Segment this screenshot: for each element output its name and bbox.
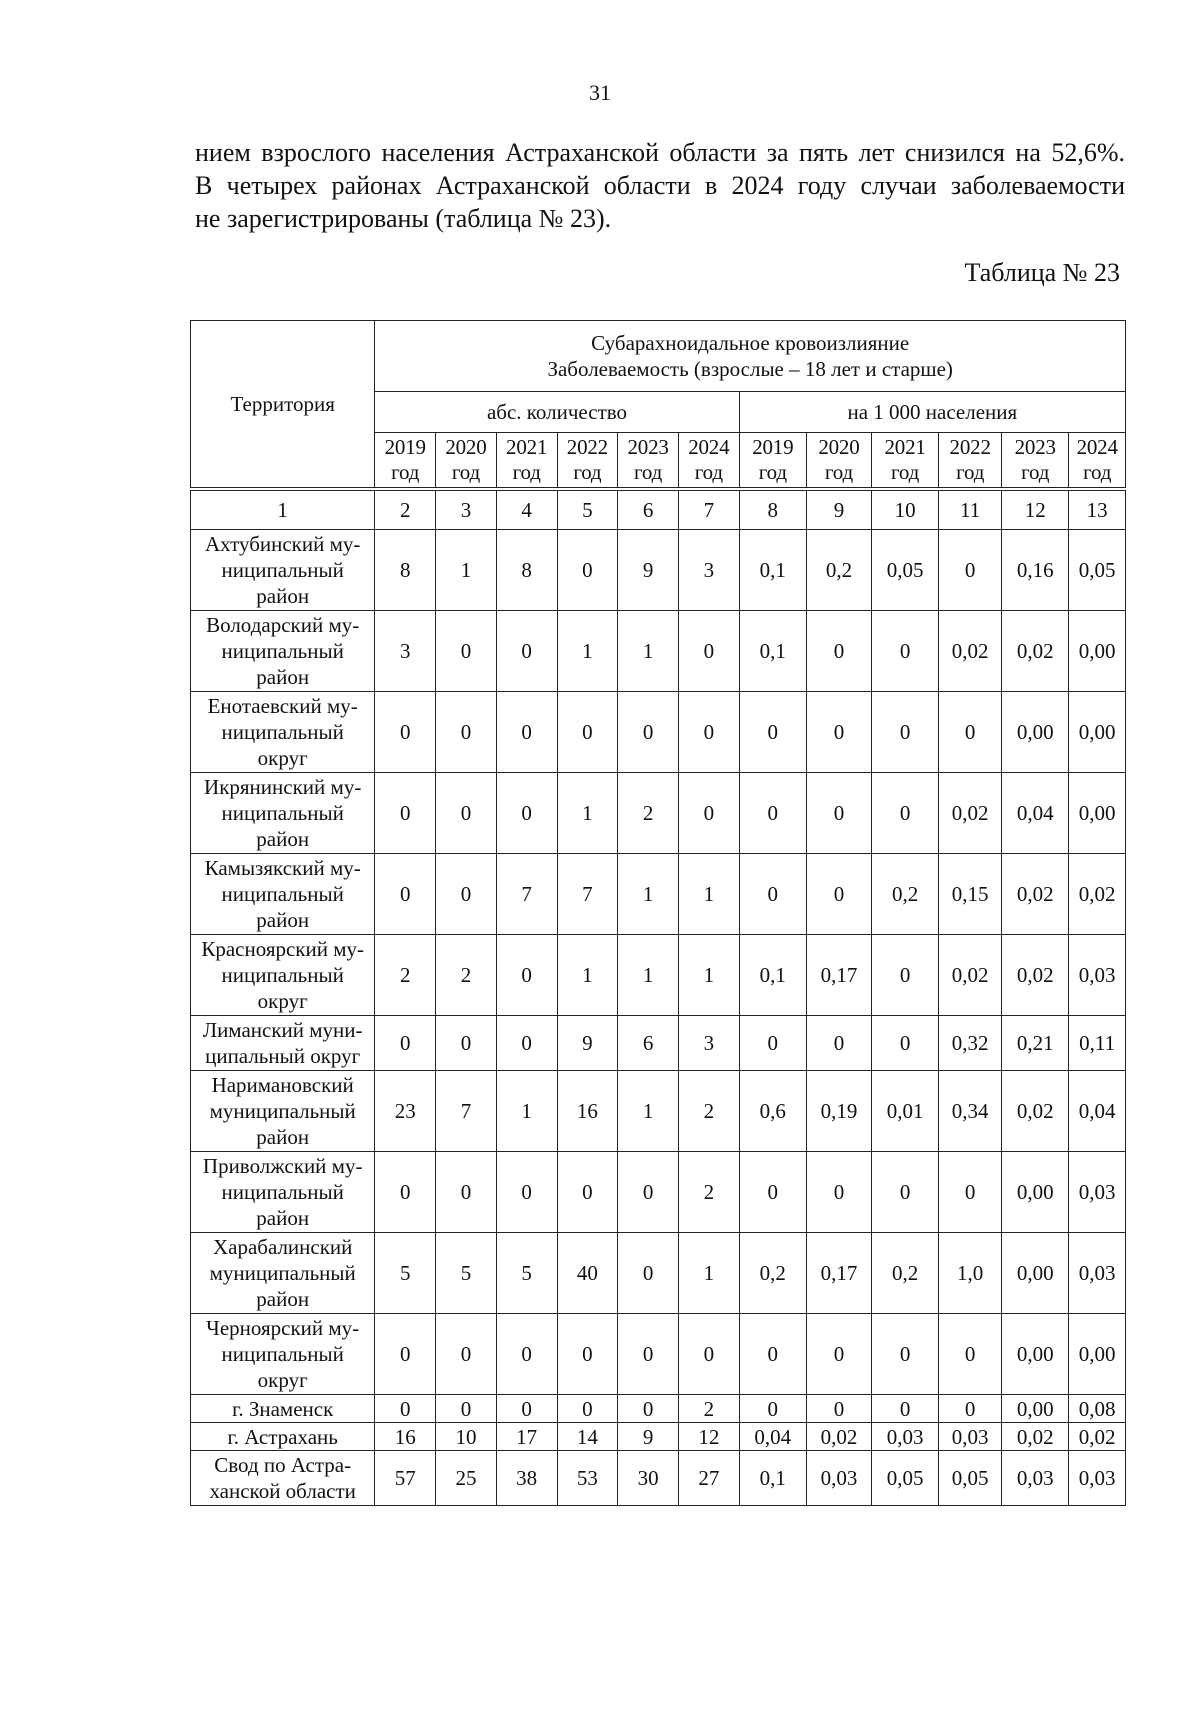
table-row bbox=[191, 773, 1126, 854]
year-label: 2021 bbox=[884, 435, 926, 459]
rate-header: на 1 000 населения bbox=[739, 392, 1125, 433]
year-header-cell bbox=[739, 433, 806, 490]
rate-cell: 0,1 bbox=[739, 611, 806, 692]
rate-cell: 0,03 bbox=[1069, 1152, 1126, 1233]
abs-count-cell: 2 bbox=[618, 773, 679, 854]
abs-count-cell: 0 bbox=[375, 692, 436, 773]
year-header-cell bbox=[436, 433, 497, 490]
year-suffix: год bbox=[1021, 460, 1050, 484]
year-suffix: год bbox=[956, 460, 985, 484]
abs-count-cell: 1 bbox=[436, 530, 497, 611]
abs-count-cell: 5 bbox=[436, 1233, 497, 1314]
rate-cell: 0,2 bbox=[871, 854, 938, 935]
column-number-cell: 9 bbox=[806, 489, 871, 530]
territory-name-line: район bbox=[256, 827, 310, 851]
abs-count-cell: 9 bbox=[557, 1016, 618, 1071]
rate-cell: 0,03 bbox=[871, 1423, 938, 1451]
table-row bbox=[191, 935, 1126, 1016]
table-row bbox=[191, 530, 1126, 611]
year-header-cell bbox=[557, 433, 618, 490]
territory-name-line: Володарский му- bbox=[206, 613, 360, 637]
year-label: 2023 bbox=[627, 435, 669, 459]
territory-name-line: ниципальный bbox=[221, 558, 344, 582]
abs-count-cell: 27 bbox=[678, 1451, 739, 1506]
abs-count-header: абс. количество bbox=[375, 392, 739, 433]
rate-cell: 0 bbox=[806, 1314, 871, 1395]
abs-count-cell: 0 bbox=[557, 530, 618, 611]
abs-count-cell: 0 bbox=[436, 854, 497, 935]
abs-count-cell: 0 bbox=[618, 1152, 679, 1233]
territory-name-cell bbox=[191, 1152, 375, 1233]
rate-cell: 0,03 bbox=[1069, 935, 1126, 1016]
table-header bbox=[191, 321, 1126, 490]
territory-name-line: г. Знаменск bbox=[232, 1396, 334, 1421]
year-header-cell bbox=[871, 433, 938, 490]
abs-count-cell: 3 bbox=[678, 1016, 739, 1071]
territory-name-cell bbox=[191, 1395, 375, 1423]
abs-count-cell: 0 bbox=[496, 611, 557, 692]
territory-name-line: Ахтубинский му- bbox=[204, 532, 361, 556]
rate-cell: 0 bbox=[806, 854, 871, 935]
year-label: 2020 bbox=[818, 435, 860, 459]
rate-cell: 0,17 bbox=[806, 1233, 871, 1314]
territory-name-cell bbox=[191, 854, 375, 935]
rate-cell: 0 bbox=[739, 1016, 806, 1071]
abs-count-cell: 0 bbox=[436, 773, 497, 854]
rate-cell: 0 bbox=[806, 692, 871, 773]
table-title-header bbox=[375, 321, 1126, 392]
territory-name-cell bbox=[191, 935, 375, 1016]
table-row bbox=[191, 854, 1126, 935]
abs-count-cell: 7 bbox=[436, 1071, 497, 1152]
rate-cell: 0,03 bbox=[1069, 1451, 1126, 1506]
abs-count-cell: 57 bbox=[375, 1451, 436, 1506]
column-number-cell: 3 bbox=[436, 489, 497, 530]
abs-count-cell: 0 bbox=[436, 1016, 497, 1071]
rate-cell: 0,00 bbox=[1002, 692, 1069, 773]
territory-name-line: ниципальный bbox=[221, 1342, 344, 1366]
year-suffix: год bbox=[758, 460, 787, 484]
rate-cell: 0,00 bbox=[1002, 1233, 1069, 1314]
abs-count-cell: 0 bbox=[496, 935, 557, 1016]
territory-name-cell bbox=[191, 1423, 375, 1451]
year-header-cell bbox=[618, 433, 679, 490]
abs-count-cell: 0 bbox=[557, 1395, 618, 1423]
abs-count-cell: 1 bbox=[678, 1233, 739, 1314]
territory-name-line: ниципальный bbox=[221, 639, 344, 663]
rate-cell: 0 bbox=[939, 1152, 1002, 1233]
rate-cell: 0,2 bbox=[871, 1233, 938, 1314]
rate-cell: 0,03 bbox=[1069, 1233, 1126, 1314]
column-number-cell: 11 bbox=[939, 489, 1002, 530]
abs-count-cell: 1 bbox=[618, 854, 679, 935]
abs-count-cell: 0 bbox=[678, 1314, 739, 1395]
abs-count-cell: 0 bbox=[618, 1314, 679, 1395]
territory-name-line: район bbox=[256, 908, 310, 932]
year-suffix: год bbox=[512, 460, 541, 484]
table-row bbox=[191, 1395, 1126, 1423]
rate-cell: 0 bbox=[871, 935, 938, 1016]
year-header-cell bbox=[1069, 433, 1126, 490]
year-header-cell bbox=[1002, 433, 1069, 490]
rate-cell: 0,02 bbox=[1002, 854, 1069, 935]
abs-count-cell: 0 bbox=[678, 611, 739, 692]
abs-count-cell: 1 bbox=[678, 935, 739, 1016]
territory-name-line: район bbox=[256, 1206, 310, 1230]
table-row bbox=[191, 1071, 1126, 1152]
column-number-cell: 1 bbox=[191, 489, 375, 530]
territory-name-line: ципальный округ bbox=[205, 1044, 361, 1068]
abs-count-cell: 2 bbox=[678, 1071, 739, 1152]
rate-cell: 0,11 bbox=[1069, 1016, 1126, 1071]
rate-cell: 1,0 bbox=[939, 1233, 1002, 1314]
abs-count-cell: 7 bbox=[496, 854, 557, 935]
year-suffix: год bbox=[451, 460, 480, 484]
territory-name-cell bbox=[191, 1451, 375, 1506]
abs-count-cell: 9 bbox=[618, 1423, 679, 1451]
abs-count-cell: 40 bbox=[557, 1233, 618, 1314]
abs-count-cell: 0 bbox=[375, 1314, 436, 1395]
column-number-cell: 13 bbox=[1069, 489, 1126, 530]
territory-name-line: округ bbox=[257, 989, 308, 1013]
rate-cell: 0,1 bbox=[739, 1451, 806, 1506]
abs-count-cell: 14 bbox=[557, 1423, 618, 1451]
rate-cell: 0 bbox=[871, 611, 938, 692]
intro-paragraph bbox=[195, 136, 1125, 235]
rate-cell: 0,16 bbox=[1002, 530, 1069, 611]
year-label: 2022 bbox=[566, 435, 608, 459]
abs-count-cell: 2 bbox=[678, 1152, 739, 1233]
territory-name-cell bbox=[191, 1071, 375, 1152]
abs-count-cell: 6 bbox=[618, 1016, 679, 1071]
abs-count-cell: 7 bbox=[557, 854, 618, 935]
rate-cell: 0,00 bbox=[1002, 1314, 1069, 1395]
year-header-cell bbox=[939, 433, 1002, 490]
abs-count-cell: 0 bbox=[496, 1314, 557, 1395]
rate-cell: 0,17 bbox=[806, 935, 871, 1016]
abs-count-cell: 16 bbox=[557, 1071, 618, 1152]
rate-cell: 0,05 bbox=[939, 1451, 1002, 1506]
rate-cell: 0,00 bbox=[1069, 773, 1126, 854]
page-number: 31 bbox=[589, 80, 611, 105]
abs-count-cell: 38 bbox=[496, 1451, 557, 1506]
rate-cell: 0,01 bbox=[871, 1071, 938, 1152]
abs-count-cell: 0 bbox=[375, 773, 436, 854]
abs-count-cell: 2 bbox=[678, 1395, 739, 1423]
rate-cell: 0,02 bbox=[1002, 1071, 1069, 1152]
abs-count-cell: 16 bbox=[375, 1423, 436, 1451]
abs-count-cell: 0 bbox=[436, 611, 497, 692]
territory-name-line: Красноярский му- bbox=[201, 937, 365, 961]
year-header-cell bbox=[375, 433, 436, 490]
table-row bbox=[191, 1016, 1126, 1071]
abs-count-cell: 9 bbox=[618, 530, 679, 611]
rate-cell: 0 bbox=[939, 1395, 1002, 1423]
year-label: 2019 bbox=[384, 435, 426, 459]
abs-count-cell: 0 bbox=[436, 1152, 497, 1233]
table-row bbox=[191, 1423, 1126, 1451]
abs-count-cell: 1 bbox=[557, 935, 618, 1016]
rate-cell: 0 bbox=[871, 1314, 938, 1395]
rate-cell: 0 bbox=[871, 692, 938, 773]
year-label: 2024 bbox=[688, 435, 730, 459]
territory-name-cell bbox=[191, 1233, 375, 1314]
rate-cell: 0 bbox=[739, 1152, 806, 1233]
abs-count-cell: 0 bbox=[436, 1395, 497, 1423]
abs-count-cell: 0 bbox=[557, 1314, 618, 1395]
territory-name-line: округ bbox=[257, 746, 308, 770]
abs-count-cell: 5 bbox=[375, 1233, 436, 1314]
rate-cell: 0 bbox=[939, 692, 1002, 773]
year-header-cell bbox=[806, 433, 871, 490]
rate-cell: 0,00 bbox=[1069, 692, 1126, 773]
table-row bbox=[191, 1152, 1126, 1233]
territory-name-line: Черноярский му- bbox=[206, 1316, 360, 1340]
abs-count-cell: 0 bbox=[375, 854, 436, 935]
column-number-cell: 8 bbox=[739, 489, 806, 530]
table-row bbox=[191, 1451, 1126, 1506]
abs-count-cell: 0 bbox=[496, 773, 557, 854]
rate-cell: 0,19 bbox=[806, 1071, 871, 1152]
column-number-cell: 7 bbox=[678, 489, 739, 530]
rate-cell: 0 bbox=[806, 773, 871, 854]
territory-name-line: Приволжский му- bbox=[202, 1154, 363, 1178]
abs-count-cell: 0 bbox=[375, 1016, 436, 1071]
abs-count-cell: 17 bbox=[496, 1423, 557, 1451]
rate-cell: 0,02 bbox=[939, 935, 1002, 1016]
year-suffix: год bbox=[391, 460, 420, 484]
rate-cell: 0,21 bbox=[1002, 1016, 1069, 1071]
rate-cell: 0,02 bbox=[1002, 1423, 1069, 1451]
abs-count-cell: 1 bbox=[618, 1071, 679, 1152]
abs-count-cell: 2 bbox=[436, 935, 497, 1016]
territory-name-line: район bbox=[256, 1287, 310, 1311]
rate-cell: 0,2 bbox=[739, 1233, 806, 1314]
territory-name-line: ханской области bbox=[209, 1479, 356, 1503]
territory-name-line: ниципальный bbox=[221, 882, 344, 906]
rate-cell: 0 bbox=[739, 773, 806, 854]
table-caption: Таблица № 23 bbox=[964, 258, 1120, 287]
abs-count-cell: 8 bbox=[496, 530, 557, 611]
territory-name-line: муниципальный bbox=[209, 1099, 356, 1123]
territory-name-line: округ bbox=[257, 1368, 308, 1392]
rate-cell: 0,00 bbox=[1069, 611, 1126, 692]
abs-count-cell: 1 bbox=[496, 1071, 557, 1152]
rate-cell: 0 bbox=[939, 530, 1002, 611]
territory-name-line: Енотаевский му- bbox=[207, 694, 358, 718]
table-body bbox=[191, 489, 1126, 1506]
rate-cell: 0,02 bbox=[1069, 1423, 1126, 1451]
rate-cell: 0,05 bbox=[871, 530, 938, 611]
abs-count-cell: 0 bbox=[496, 1016, 557, 1071]
abs-count-cell: 1 bbox=[618, 611, 679, 692]
column-number-cell: 10 bbox=[871, 489, 938, 530]
rate-cell: 0 bbox=[739, 854, 806, 935]
abs-count-cell: 0 bbox=[678, 773, 739, 854]
year-label: 2021 bbox=[506, 435, 548, 459]
rate-cell: 0,04 bbox=[1002, 773, 1069, 854]
territory-name-line: ниципальный bbox=[221, 963, 344, 987]
rate-cell: 0,08 bbox=[1069, 1395, 1126, 1423]
year-suffix: год bbox=[694, 460, 723, 484]
abs-count-cell: 1 bbox=[678, 854, 739, 935]
abs-count-cell: 3 bbox=[375, 611, 436, 692]
rate-cell: 0,05 bbox=[871, 1451, 938, 1506]
column-number-cell: 6 bbox=[618, 489, 679, 530]
territory-header: Территория bbox=[191, 321, 375, 490]
rate-cell: 0 bbox=[939, 1314, 1002, 1395]
territory-name-cell bbox=[191, 1314, 375, 1395]
territory-name-cell bbox=[191, 692, 375, 773]
territory-name-cell bbox=[191, 611, 375, 692]
rate-cell: 0,34 bbox=[939, 1071, 1002, 1152]
year-suffix: год bbox=[1083, 460, 1112, 484]
rate-cell: 0,02 bbox=[939, 773, 1002, 854]
rate-cell: 0,02 bbox=[1069, 854, 1126, 935]
year-label: 2023 bbox=[1014, 435, 1056, 459]
abs-count-cell: 0 bbox=[496, 692, 557, 773]
abs-count-cell: 0 bbox=[375, 1395, 436, 1423]
year-header-cell bbox=[496, 433, 557, 490]
abs-count-cell: 0 bbox=[496, 1152, 557, 1233]
abs-count-cell: 0 bbox=[557, 1152, 618, 1233]
rate-cell: 0 bbox=[871, 1016, 938, 1071]
territory-name-cell bbox=[191, 773, 375, 854]
rate-cell: 0,04 bbox=[1069, 1071, 1126, 1152]
abs-count-cell: 0 bbox=[618, 1395, 679, 1423]
abs-count-cell: 2 bbox=[375, 935, 436, 1016]
rate-cell: 0 bbox=[739, 1314, 806, 1395]
rate-cell: 0,2 bbox=[806, 530, 871, 611]
territory-name-line: район bbox=[256, 584, 310, 608]
rate-cell: 0 bbox=[806, 1016, 871, 1071]
abs-count-cell: 1 bbox=[618, 935, 679, 1016]
rate-cell: 0,02 bbox=[939, 611, 1002, 692]
territory-name-line: Наримановский bbox=[211, 1073, 354, 1097]
abs-count-cell: 0 bbox=[557, 692, 618, 773]
territory-name-line: ниципальный bbox=[221, 720, 344, 744]
abs-count-cell: 0 bbox=[678, 692, 739, 773]
table-row bbox=[191, 1314, 1126, 1395]
year-suffix: год bbox=[824, 460, 853, 484]
abs-count-cell: 12 bbox=[678, 1423, 739, 1451]
table-title-line: Субарахноидальное кровоизлияние bbox=[591, 331, 910, 355]
abs-count-cell: 0 bbox=[496, 1395, 557, 1423]
incidence-table bbox=[190, 320, 1126, 1506]
abs-count-cell: 25 bbox=[436, 1451, 497, 1506]
rate-cell: 0 bbox=[871, 1395, 938, 1423]
abs-count-cell: 0 bbox=[436, 1314, 497, 1395]
rate-cell: 0 bbox=[739, 1395, 806, 1423]
rate-cell: 0,15 bbox=[939, 854, 1002, 935]
territory-name-line: район bbox=[256, 665, 310, 689]
abs-count-cell: 53 bbox=[557, 1451, 618, 1506]
abs-count-cell: 3 bbox=[678, 530, 739, 611]
year-suffix: год bbox=[634, 460, 663, 484]
rate-cell: 0,00 bbox=[1002, 1152, 1069, 1233]
territory-name-line: Харабалинский bbox=[212, 1235, 353, 1259]
abs-count-cell: 1 bbox=[557, 773, 618, 854]
abs-count-cell: 30 bbox=[618, 1451, 679, 1506]
year-label: 2024 bbox=[1076, 435, 1118, 459]
rate-cell: 0,03 bbox=[1002, 1451, 1069, 1506]
territory-name-line: Свод по Астра- bbox=[214, 1453, 352, 1477]
abs-count-cell: 0 bbox=[618, 692, 679, 773]
intro-line: В четырех районах Астраханской области в 2024 году случаи заболеваемости bbox=[195, 171, 1125, 200]
rate-cell: 0,1 bbox=[739, 935, 806, 1016]
territory-name-line: ниципальный bbox=[221, 1180, 344, 1204]
abs-count-cell: 1 bbox=[557, 611, 618, 692]
territory-name-line: Икрянинский му- bbox=[204, 775, 362, 799]
rate-cell: 0,00 bbox=[1002, 1395, 1069, 1423]
intro-line: не зарегистрированы (таблица № 23). bbox=[195, 204, 612, 233]
year-suffix: год bbox=[891, 460, 920, 484]
table-row bbox=[191, 611, 1126, 692]
abs-count-cell: 5 bbox=[496, 1233, 557, 1314]
abs-count-cell: 0 bbox=[375, 1152, 436, 1233]
territory-name-line: Лиманский муни- bbox=[202, 1018, 363, 1042]
abs-count-cell: 8 bbox=[375, 530, 436, 611]
year-label: 2022 bbox=[949, 435, 991, 459]
column-number-row bbox=[191, 489, 1126, 530]
rate-cell: 0 bbox=[806, 1152, 871, 1233]
table-subtitle-line: Заболеваемость (взрослые – 18 лет и старше) bbox=[547, 357, 953, 381]
territory-name-line: муниципальный bbox=[209, 1261, 356, 1285]
year-header-cell bbox=[678, 433, 739, 490]
rate-cell: 0 bbox=[871, 773, 938, 854]
rate-cell: 0,03 bbox=[939, 1423, 1002, 1451]
intro-line: нием взрослого населения Астраханской области за пять лет снизился на 52,6%. bbox=[195, 138, 1125, 167]
table-row bbox=[191, 1233, 1126, 1314]
territory-name-line: ниципальный bbox=[221, 801, 344, 825]
rate-cell: 0,05 bbox=[1069, 530, 1126, 611]
rate-cell: 0,1 bbox=[739, 530, 806, 611]
rate-cell: 0,03 bbox=[806, 1451, 871, 1506]
abs-count-cell: 23 bbox=[375, 1071, 436, 1152]
rate-cell: 0 bbox=[806, 1395, 871, 1423]
rate-cell: 0,00 bbox=[1069, 1314, 1126, 1395]
column-number-cell: 12 bbox=[1002, 489, 1069, 530]
column-number-cell: 5 bbox=[557, 489, 618, 530]
year-label: 2020 bbox=[445, 435, 487, 459]
abs-count-cell: 0 bbox=[618, 1233, 679, 1314]
rate-cell: 0,02 bbox=[1002, 611, 1069, 692]
year-label: 2019 bbox=[752, 435, 794, 459]
territory-name-line: Камызякский му- bbox=[204, 856, 361, 880]
year-suffix: год bbox=[573, 460, 602, 484]
territory-name-line: район bbox=[256, 1125, 310, 1149]
abs-count-cell: 10 bbox=[436, 1423, 497, 1451]
rate-cell: 0 bbox=[871, 1152, 938, 1233]
rate-cell: 0 bbox=[806, 611, 871, 692]
territory-name-cell bbox=[191, 1016, 375, 1071]
rate-cell: 0,02 bbox=[806, 1423, 871, 1451]
rate-cell: 0,02 bbox=[1002, 935, 1069, 1016]
territory-name-cell bbox=[191, 530, 375, 611]
column-number-cell: 4 bbox=[496, 489, 557, 530]
rate-cell: 0,6 bbox=[739, 1071, 806, 1152]
rate-cell: 0,32 bbox=[939, 1016, 1002, 1071]
rate-cell: 0,04 bbox=[739, 1423, 806, 1451]
table-row bbox=[191, 692, 1126, 773]
abs-count-cell: 0 bbox=[436, 692, 497, 773]
column-number-cell: 2 bbox=[375, 489, 436, 530]
rate-cell: 0 bbox=[739, 692, 806, 773]
territory-name-line: г. Астрахань bbox=[227, 1424, 338, 1449]
